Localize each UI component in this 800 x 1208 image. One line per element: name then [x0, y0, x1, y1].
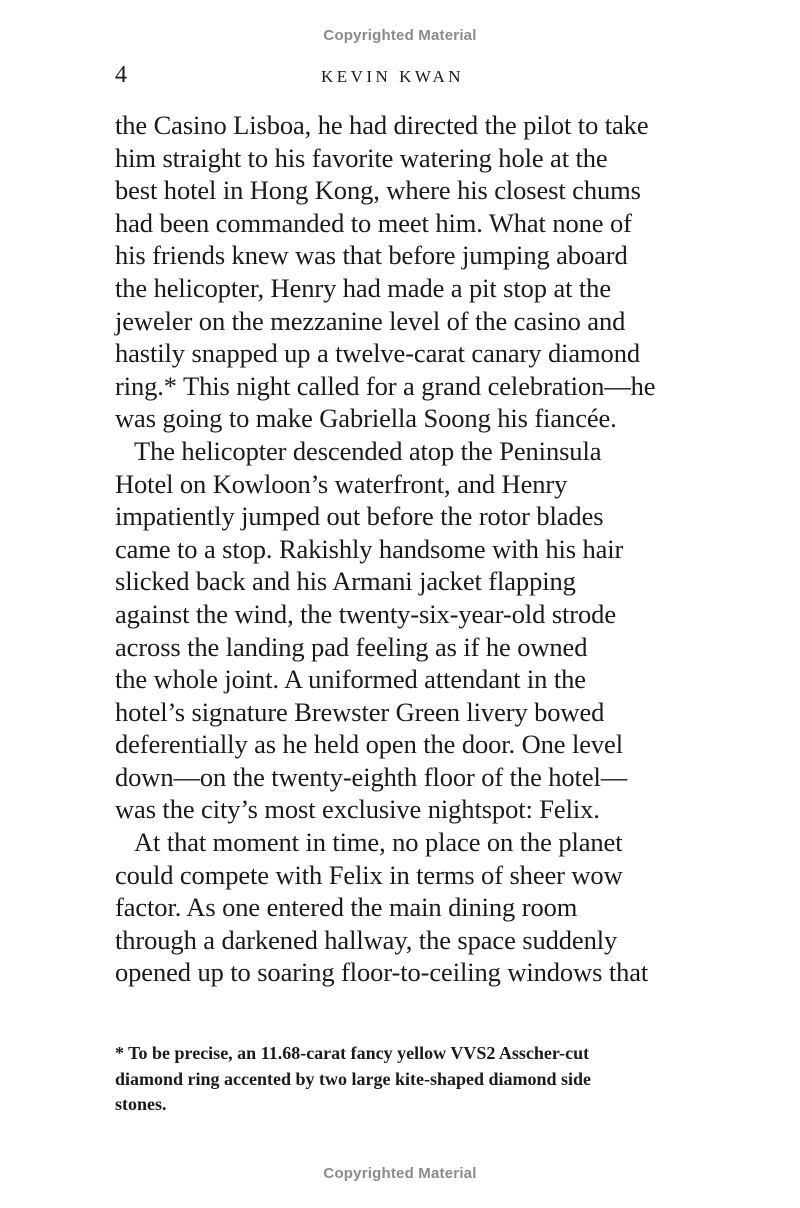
running-head: [115, 62, 670, 94]
text-line: ring.* This night called for a grand celebration—he: [115, 370, 656, 401]
text-line: the helicopter, Henry had made a pit stop at the: [115, 272, 611, 303]
text-line: against the wind, the twenty-six-year-old strode: [115, 598, 616, 629]
text-line: his friends knew was that before jumping aboard: [115, 240, 628, 271]
footnote-line: stones.: [115, 1094, 167, 1114]
text-line: came to a stop. Rakishly handsome with his hair: [115, 533, 624, 564]
text-line: The helicopter descended atop the Peninsula: [134, 435, 602, 466]
text-line: opened up to soaring floor-to-ceiling windows that: [115, 957, 649, 988]
text-line: hotel’s signature Brewster Green livery bowed: [115, 696, 605, 727]
text-line: him straight to his favorite watering hole at the: [115, 142, 608, 173]
copyright-watermark-bottom: Copyrighted Material: [323, 1165, 477, 1182]
copyright-watermark-top: Copyrighted Material: [323, 27, 477, 44]
text-line: jeweler on the mezzanine level of the casino and: [115, 305, 626, 336]
text-line: slicked back and his Armani jacket flapping: [115, 566, 576, 597]
text-line: through a darkened hallway, the space suddenly: [115, 924, 618, 955]
text-line: the Casino Lisboa, he had directed the pilot to take: [115, 110, 649, 140]
footnote: [115, 1041, 670, 1118]
text-line: best hotel in Hong Kong, where his closest chums: [115, 175, 641, 206]
text-line: could compete with Felix in terms of sheer wow: [115, 859, 623, 890]
text-line: the whole joint. A uniformed attendant in the: [115, 664, 586, 695]
footnote-line: * To be precise, an 11.68-carat fancy yellow VVS2 Asscher-cut: [115, 1043, 590, 1063]
running-head-author: KEVIN KWAN: [320, 67, 465, 86]
text-line: down—on the twenty-eighth floor of the hotel—: [115, 761, 628, 792]
text-line: factor. As one entered the main dining room: [115, 892, 578, 923]
text-line: was going to make Gabriella Soong his fiancée.: [115, 403, 617, 434]
text-line: across the landing pad feeling as if he owned: [115, 631, 588, 662]
body-text: [115, 109, 670, 989]
text-line: Hotel on Kowloon’s waterfront, and Henry: [115, 468, 568, 499]
footnote-line: diamond ring accented by two large kite-shaped diamond side: [115, 1068, 592, 1089]
text-line: was the city’s most exclusive nightspot: Felix.: [115, 794, 600, 825]
text-line: hastily snapped up a twelve-carat canary diamond: [115, 338, 640, 369]
text-line: deferentially as he held open the door. One level: [115, 729, 623, 760]
text-line: had been commanded to meet him. What none of: [115, 207, 632, 238]
text-line: impatiently jumped out before the rotor blades: [115, 501, 604, 532]
text-line: At that moment in time, no place on the planet: [134, 827, 623, 858]
page-number: 4: [115, 62, 127, 88]
